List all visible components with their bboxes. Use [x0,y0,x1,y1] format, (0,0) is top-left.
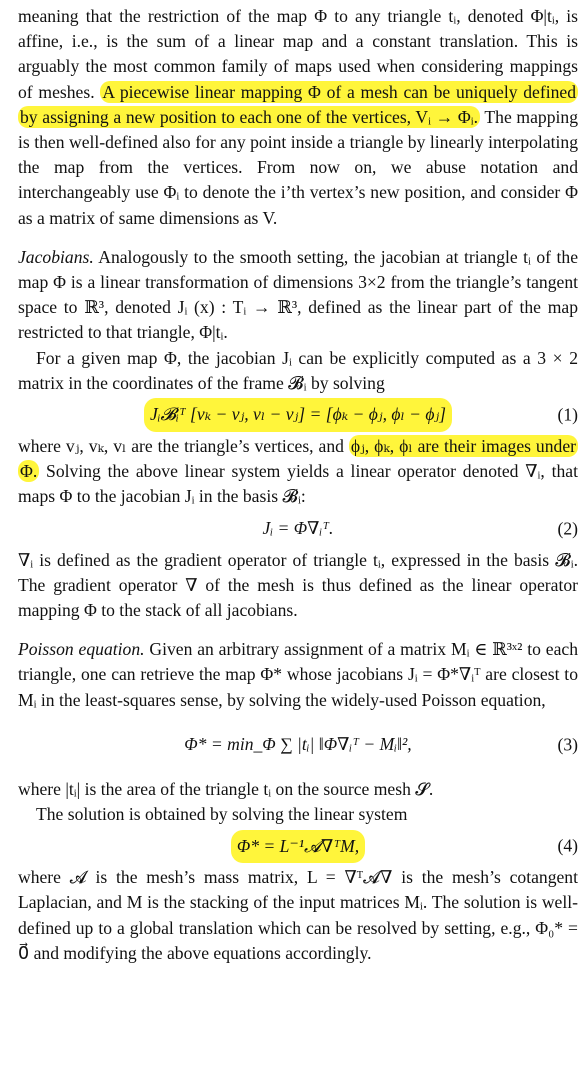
paragraph-vertices [18,434,578,510]
paragraph-jacobian-compute [18,346,578,396]
paragraph-text: Given an arbitrary assignment of a matrix Mᵢ ∈ ℝ³ˣ² to each triangle, one can retrieve the map Φ* whose jacobians Jᵢ = Φ*∇ᵢᵀ are closest to Mᵢ in the least-squares sense, by solving the widely-used Poisson equation, [18,639,578,710]
paragraph-mass-matrix [18,865,578,966]
highlight-images: ϕⱼ, ϕₖ, ϕₗ are their images under Φ. [20,436,576,482]
equation-4-number: (4) [557,835,578,856]
equation-1-number: (1) [557,404,578,425]
paragraph-text: meaning that the restriction of the map Φ to any triangle tᵢ, denoted Φ|tᵢ, is affine, i.e., is the sum of a linear map and a constant translation. This is arguably the most common family of maps used when considering mappings of meshes. [18,6,578,102]
paragraph-poisson [18,637,578,713]
equation-1 [18,396,578,434]
highlight-piecewise-definition: A piecewise linear mapping Φ of a mesh can be uniquely defined by assigning a new position to each one of the vertices, Vᵢ → Φᵢ. [20,81,577,127]
equation-3 [18,713,578,777]
paragraph-jacobians [18,245,578,346]
section-heading-jacobians: Jacobians. [18,246,94,267]
paragraph-text: The mapping is then well-defined also for any point inside a triangle by linearly interpolating the map from the vertices. From now on, we abuse notation and interchangeably use Φᵢ to denote the i’th vertex’s new position, and consider Φ as a matrix of same dimensions as V. [18,106,578,228]
equation-2 [18,510,578,548]
paragraph-gap [18,231,578,245]
paragraph-text: where 𝓐 is the mesh’s mass matrix, L = ∇ᵀ𝓐∇ is the mesh’s cotangent Laplacian, and M is the stacking of the input matrices Mᵢ. The solution is well-defined up to a global translation which can be resolved by setting, e.g., Φ₀* = 0⃗ and modifying the above equations accordingly. [18,867,578,963]
paragraph-text: Analogously to the smooth setting, the jacobian at triangle tᵢ of the map Φ is a linear transformation of dimensions 3×2 from the triangle’s tangent space to ℝ³, denoted Jᵢ (x) : Tᵢ → ℝ³, defined as the linear part of the map restricted to that triangle, Φ|tᵢ. [18,246,578,343]
paragraph-solution [18,802,578,827]
section-heading-poisson: Poisson equation. [18,639,145,660]
paragraph-gap [18,623,578,637]
paragraph-text: The solution is obtained by solving the linear system [36,804,408,825]
equation-4 [18,827,578,865]
equation-1-body: Jᵢ𝓑ᵢᵀ [vₖ − vⱼ, vₗ − vⱼ] = [ϕₖ − ϕⱼ, ϕₗ − ϕⱼ] [144,398,452,431]
equation-3-body: Φ* = min_Φ ∑ |tᵢ| ‖Φ∇ᵢᵀ − Mᵢ‖², [184,734,412,755]
paragraph-text: ∇ᵢ is defined as the gradient operator of triangle tᵢ, expressed in the basis 𝓑ᵢ. The gradient operator ∇ of the mesh is thus defined as the linear operator mapping Φ to the stack of all jacobians. [18,549,578,621]
paragraph-gradient [18,548,578,624]
paragraph-text: Solving the above linear system yields a linear operator denoted ∇ᵢ, that maps Φ to the jacobian Jᵢ in the basis 𝓑ᵢ: [18,461,578,507]
paragraph-piecewise-linear [18,4,578,231]
equation-3-number: (3) [557,734,578,755]
equation-2-number: (2) [557,518,578,539]
equation-2-body: Jᵢ = Φ∇ᵢᵀ. [262,518,334,539]
equation-4-body: Φ* = L⁻¹𝓐∇ᵀM, [231,830,365,863]
paragraph-text: where vⱼ, vₖ, vₗ are the triangle’s vertices, and [18,436,349,457]
paragraph-text: For a given map Φ, the jacobian Jᵢ can be explicitly computed as a 3 × 2 matrix in the coordinates of the frame 𝓑ᵢ by solving [18,347,578,393]
paragraph-text: where |tᵢ| is the area of the triangle tᵢ on the source mesh 𝓢. [18,778,434,799]
paragraph-area [18,777,578,802]
